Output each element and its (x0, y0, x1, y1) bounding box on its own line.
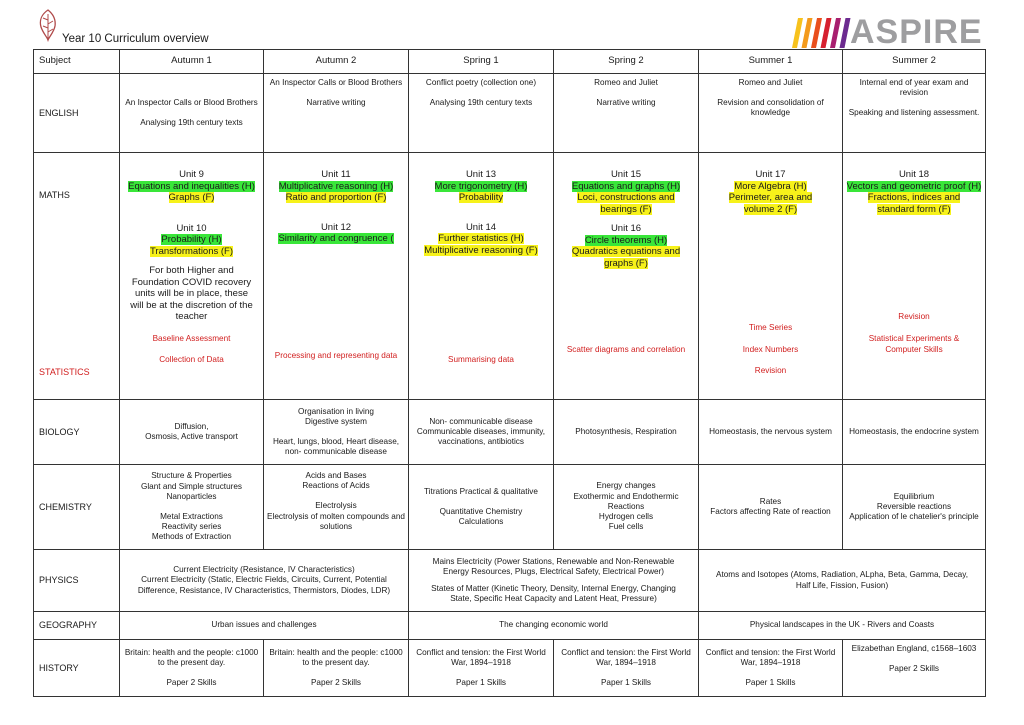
page-header (0, 0, 1024, 51)
table-cell (409, 153, 554, 400)
highlight-topic: Loci, constructions and bearings (F) (577, 192, 675, 215)
table-cell (699, 640, 843, 697)
table-cell (120, 465, 264, 550)
subject-label: HISTORY (34, 640, 120, 697)
aspire-logo (792, 13, 992, 51)
cell-text: Conflict poetry (collection one) (425, 78, 537, 87)
subject-cell (34, 153, 120, 400)
stats-topic: Scatter diagrams and correlation (566, 345, 686, 354)
highlight-topic: Multiplicative reasoning (H) (278, 180, 394, 192)
cell-text: Speaking and listening assessment. (848, 108, 980, 118)
unit-title: Unit 18 (898, 169, 930, 180)
cell-text: Reactions of Acids (302, 481, 370, 491)
column-header: Spring 2 (554, 50, 699, 74)
subject-label: PHYSICS (34, 550, 120, 612)
unit-title: Unit 12 (320, 221, 352, 233)
table-cell (554, 400, 699, 465)
logo-stripe (840, 18, 851, 48)
table-cell (264, 400, 409, 465)
cell-text: Equilibrium (893, 491, 935, 501)
table-cell (843, 74, 986, 153)
table-cell (409, 550, 699, 612)
table-cell (699, 400, 843, 465)
cell-text: Structure & Properties (151, 471, 232, 481)
table-cell (120, 74, 264, 153)
unit-title: Unit 9 (179, 169, 204, 180)
cell-text: Romeo and Juliet (594, 78, 658, 87)
cell-text: Heart, lungs, blood, Heart disease, non- communicable disease (272, 437, 400, 457)
cell-text: Communicable diseases, immunity, vaccinations, antibiotics (416, 426, 546, 447)
covid-note: For both Higher and Foundation COVID recovery units will be in place, these will be at the discretion of the teacher (130, 265, 253, 322)
logo-stripe (821, 18, 832, 48)
stats-topic: Summarising data (448, 355, 514, 364)
subject-label: CHEMISTRY (34, 465, 120, 550)
unit-title: Unit 16 (610, 223, 642, 234)
cell-text: Non- communicable disease (429, 416, 533, 426)
cell-text: Factors affecting Rate of reaction (710, 507, 831, 516)
table-row (34, 465, 986, 550)
unit-title: Unit 17 (755, 169, 786, 180)
highlight-topic: Vectors and geometric proof (H) (846, 180, 982, 192)
subject-label: MATHS (39, 190, 70, 200)
table-cell (843, 153, 986, 400)
table-cell (120, 640, 264, 697)
table-cell (409, 640, 554, 697)
cell-text: Paper 2 Skills (166, 678, 217, 688)
table-cell (699, 74, 843, 153)
table-cell (409, 400, 554, 465)
logo-stripe (811, 18, 822, 48)
table-row (34, 74, 986, 153)
logo-text: ASPIRE (850, 13, 983, 51)
table-cell (554, 465, 699, 550)
cell-text: Reactivity series (161, 522, 222, 532)
table-cell (120, 400, 264, 465)
highlight-topic: Graphs (F) (168, 192, 215, 203)
table-cell (843, 400, 986, 465)
logo-stripe (830, 18, 841, 48)
highlight-topic: Circle theorems (H) (584, 234, 668, 246)
cell-text: Digestive system (305, 416, 367, 426)
table-row (34, 153, 986, 400)
column-header: Autumn 1 (120, 50, 264, 74)
highlight-topic: Similarity and congruence ( (278, 233, 394, 244)
curriculum-table (33, 49, 986, 697)
cell-text: Romeo and Juliet (738, 78, 803, 87)
highlight-topic: Ratio and proportion (F) (285, 192, 387, 203)
column-header: Summer 1 (699, 50, 843, 74)
stats-topic: Baseline Assessment (152, 333, 231, 343)
unit-title: Unit 14 (465, 221, 497, 233)
table-cell (264, 465, 409, 550)
cell-text: Elizabethan England, c1568–1603 (851, 644, 977, 653)
highlight-topic: Further statistics (H) (438, 233, 524, 244)
table-cell (699, 465, 843, 550)
table-cell (120, 550, 409, 612)
highlight-topic: Equations and inequalities (H) (128, 180, 255, 192)
stats-topic: Processing and representing data (274, 350, 398, 360)
cell-text: Narrative writing (306, 98, 366, 108)
column-header: Summer 2 (843, 50, 986, 74)
cell-text: Energy changes (596, 481, 656, 491)
cell-text: Internal end of year exam and revision (859, 78, 969, 98)
subject-label: BIOLOGY (34, 400, 120, 465)
cell-text: Fuel cells (608, 522, 644, 532)
cell-text: Conflict and tension: the First World War, 1894–1918 (561, 647, 691, 667)
cell-text: Titrations Practical & qualitative (424, 486, 538, 496)
column-header: Spring 1 (409, 50, 554, 74)
stats-topic: Collection of Data (159, 355, 224, 364)
table-cell (699, 153, 843, 400)
cell-text: Conflict and tension: the First World War, 1894–1918 (416, 647, 546, 667)
cell-text: Exothermic and Endothermic Reactions (573, 491, 679, 511)
stats-topic: Statistical Experiments & Computer Skills (868, 333, 960, 354)
cell-text: Application of le chatelier's principle (849, 512, 979, 522)
subject-label: GEOGRAPHY (34, 612, 120, 640)
table-row (34, 400, 986, 465)
table-cell (120, 153, 264, 400)
logo-stripe (792, 18, 803, 48)
cell-text: Paper 1 Skills (455, 678, 507, 688)
table-cell (843, 465, 986, 550)
subject-label-statistics: STATISTICS (39, 367, 90, 377)
highlight-topic: Probability (458, 192, 504, 203)
cell-text: Electrolysis of molten compounds and solutions (267, 511, 405, 531)
cell-text: Quantitative Chemistry (439, 506, 523, 516)
cell-text: Reversible reactions (876, 501, 952, 511)
cell-text: Calculations (458, 517, 504, 527)
stats-topic: Time Series (748, 323, 793, 332)
highlight-topic: More trigonometry (H) (434, 180, 528, 192)
highlight-topic: Probability (H) (161, 234, 222, 245)
table-cell (264, 153, 409, 400)
highlight-topic: Perimeter, area and volume 2 (F) (728, 192, 813, 215)
highlight-topic: More Algebra (H) (734, 180, 807, 192)
cell-text: Acids and Bases (305, 471, 367, 480)
cell-text: Rates (759, 496, 782, 506)
cell-text: Osmosis, Active transport (145, 432, 238, 441)
highlight-topic: Quadratics equations and graphs (F) (571, 246, 681, 269)
highlight-topic: Equations and graphs (H) (571, 180, 681, 192)
cell-text: Britain: health and the people: c1000 to the present day. (269, 647, 403, 667)
cell-text: Paper 1 Skills (600, 678, 652, 688)
highlight-topic: Multiplicative reasoning (F) (424, 244, 538, 256)
table-cell (264, 640, 409, 697)
cell-text: Diffusion, (174, 421, 209, 431)
cell-text: Atoms and Isotopes (Atoms, Radiation, ALpha, Beta, Gamma, Decay, Half Life, Fission, Fusion) (716, 570, 968, 590)
cell-text: Britain: health and the people: c1000 to the present day. (124, 647, 259, 667)
table-cell (843, 640, 986, 697)
cell-text: Metal Extractions (160, 512, 223, 521)
cell-text: Current Electricity (Static, Electric Fields, Circuits, Current, Potential Difference, Resistance, IV Characteristics, Thermistors, Diodes, LDR) (137, 575, 391, 595)
cell-text: States of Matter (Kinetic Theory, Density, Internal Energy, Changing State, Specific Heat Capacity and Latent Heat, Pressure) (431, 583, 676, 603)
highlight-topic: Transformations (F) (149, 245, 234, 257)
cell-text: Narrative writing (596, 98, 656, 108)
table-cell: Physical landscapes in the UK - Rivers and Coasts (699, 612, 986, 640)
stats-topic: Revision (898, 312, 930, 321)
cell-text: Homeostasis, the nervous system (709, 426, 832, 436)
table-row (34, 612, 986, 640)
cell-text: Analysing 19th century texts (140, 118, 243, 127)
cell-text: Organisation in living (297, 406, 374, 416)
table-cell (554, 640, 699, 697)
column-header: Subject (34, 50, 120, 74)
table-cell: Urban issues and challenges (120, 612, 409, 640)
cell-text: Electrolysis (315, 501, 357, 511)
cell-text: Paper 2 Skills (888, 664, 940, 674)
unit-title: Unit 10 (176, 222, 207, 234)
unit-title: Unit 11 (321, 169, 351, 180)
cell-text: Hydrogen cells (598, 512, 654, 522)
table-cell (554, 153, 699, 400)
logo-stripe (802, 18, 813, 48)
oak-leaf-crest-icon (34, 8, 62, 42)
cell-text: Conflict and tension: the First World War, 1894–1918 (705, 647, 836, 667)
cell-text: Photosynthesis, Respiration (575, 426, 677, 436)
table-cell (554, 74, 699, 153)
page-title: Year 10 Curriculum overview (62, 33, 209, 45)
cell-text: Methods of Extraction (151, 532, 232, 542)
subject-label: ENGLISH (34, 74, 120, 153)
cell-text: Revision and consolidation of knowledge (717, 98, 824, 118)
table-header-row (34, 50, 986, 74)
cell-text: Nanoparticles (166, 491, 217, 501)
table-cell (409, 465, 554, 550)
cell-text: Homeostasis, the endocrine system (849, 426, 979, 436)
table-cell (264, 74, 409, 153)
column-header: Autumn 2 (264, 50, 409, 74)
cell-text: An Inspector Calls or Blood Brothers (269, 78, 403, 87)
table-cell (409, 74, 554, 153)
unit-title: Unit 15 (610, 169, 642, 180)
stats-topic: Index Numbers (742, 344, 799, 354)
table-row (34, 640, 986, 697)
highlight-topic: Fractions, indices and standard form (F) (867, 192, 961, 215)
cell-text: Analysing 19th century texts (429, 98, 533, 108)
stats-topic: Revision (754, 366, 787, 375)
table-row (34, 550, 986, 612)
table-cell (699, 550, 986, 612)
cell-text: Glant and Simple structures (140, 481, 243, 491)
table-cell: The changing economic world (409, 612, 699, 640)
unit-title: Unit 13 (465, 169, 497, 180)
cell-text: Current Electricity (Resistance, IV Characteristics) (173, 565, 355, 575)
cell-text: Paper 2 Skills (310, 678, 362, 688)
logo-stripes-icon (792, 16, 854, 50)
cell-text: Paper 1 Skills (745, 678, 796, 688)
cell-text: Mains Electricity (Power Stations, Renewable and Non-Renewable Energy Resources, Plugs, Electrical Safety, Electrical Power) (432, 557, 675, 577)
cell-text: An Inspector Calls or Blood Brothers (125, 97, 258, 107)
